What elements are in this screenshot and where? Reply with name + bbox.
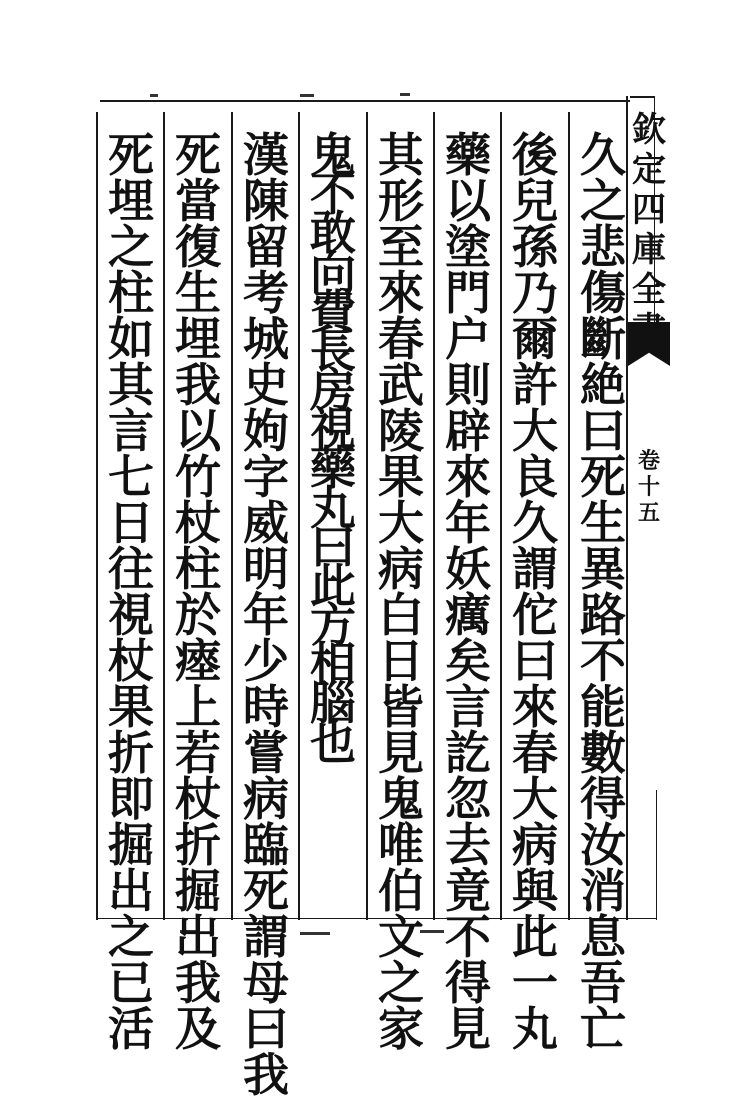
margin-right-border-lower [656, 790, 657, 920]
text-character: 折 [175, 818, 221, 872]
text-character: 鬼 [310, 128, 356, 182]
margin-juan-character: 十 [637, 474, 660, 500]
text-column-3 [437, 128, 499, 1056]
text-character: 不 [580, 634, 626, 688]
text-character: 死 [108, 128, 154, 182]
text-character: 陵 [378, 404, 424, 458]
text-character: 乃 [512, 266, 558, 320]
text-character: 佗 [512, 588, 558, 642]
text-character: 唯 [378, 818, 424, 872]
text-character: 辟 [445, 404, 491, 458]
text-character: 許 [512, 358, 558, 412]
text-character: 數 [580, 726, 626, 780]
text-character: 死 [175, 128, 221, 182]
text-character: 陳 [243, 174, 289, 228]
text-character: 見 [445, 1002, 491, 1056]
text-character: 塗 [445, 220, 491, 274]
text-character: 來 [445, 450, 491, 504]
text-character: 母 [243, 956, 289, 1010]
text-column-7 [167, 128, 229, 1056]
text-character: 息 [580, 910, 626, 964]
text-character: 生 [175, 266, 221, 320]
text-character: 謂 [512, 542, 558, 596]
margin-title-character: 全 [632, 270, 666, 310]
print-mark [300, 932, 330, 935]
text-character: 史 [243, 358, 289, 412]
text-character: 與 [512, 864, 558, 918]
text-character: 方 [310, 598, 356, 653]
column-divider-6 [500, 112, 502, 920]
text-character: 文 [378, 910, 424, 964]
text-character: 七 [108, 450, 154, 504]
text-character: 果 [378, 450, 424, 504]
text-character: 也 [310, 715, 356, 770]
margin-juan-number [634, 448, 664, 526]
text-character: 復 [175, 220, 221, 274]
text-character: 瘞 [175, 634, 221, 688]
text-character: 如 [108, 312, 154, 366]
text-character: 少 [243, 634, 289, 688]
text-character: 年 [243, 588, 289, 642]
text-character: 漢 [243, 128, 289, 182]
text-character: 掘 [175, 864, 221, 918]
text-character: 一 [512, 956, 558, 1010]
text-character: 我 [243, 1048, 289, 1102]
text-character: 威 [243, 496, 289, 550]
text-character: 向 [310, 245, 356, 300]
text-character: 柱 [175, 542, 221, 596]
text-character: 字 [243, 450, 289, 504]
text-character: 竹 [175, 450, 221, 504]
text-character: 視 [310, 402, 356, 457]
text-character: 門 [445, 266, 491, 320]
text-character: 杖 [175, 772, 221, 826]
text-character: 出 [175, 910, 221, 964]
text-character: 謂 [243, 910, 289, 964]
text-character: 忽 [445, 772, 491, 826]
text-character: 其 [378, 128, 424, 182]
text-character: 曰 [243, 1002, 289, 1056]
top-border [100, 100, 630, 102]
print-mark [400, 93, 410, 96]
text-character: 明 [243, 542, 289, 596]
text-column-4 [370, 128, 432, 1056]
text-character: 後 [512, 128, 558, 182]
text-character: 藥 [445, 128, 491, 182]
margin-title-character: 四 [632, 190, 666, 230]
text-character: 丸 [512, 1002, 558, 1056]
text-character: 來 [512, 680, 558, 734]
text-character: 户 [445, 312, 491, 366]
text-character: 大 [512, 772, 558, 826]
text-character: 大 [512, 404, 558, 458]
text-character: 曰 [580, 404, 626, 458]
text-character: 活 [108, 1002, 154, 1056]
text-character: 果 [108, 680, 154, 734]
text-character: 得 [445, 956, 491, 1010]
fish-tail-mark [628, 322, 670, 366]
print-mark [300, 94, 314, 97]
text-character: 及 [175, 1002, 221, 1056]
text-character: 形 [378, 174, 424, 228]
text-character: 病 [243, 772, 289, 826]
text-character: 春 [512, 726, 558, 780]
text-character: 兒 [512, 174, 558, 228]
text-character: 來 [378, 266, 424, 320]
text-character: 孫 [512, 220, 558, 274]
text-character: 死 [243, 864, 289, 918]
text-character: 時 [243, 680, 289, 734]
text-character: 折 [108, 726, 154, 780]
text-character: 我 [175, 956, 221, 1010]
text-character: 斷 [580, 312, 626, 366]
text-character: 生 [580, 496, 626, 550]
margin-title-character: 欽 [632, 110, 666, 150]
text-character: 此 [512, 910, 558, 964]
text-character: 消 [580, 864, 626, 918]
text-character: 皆 [378, 680, 424, 734]
text-character: 埋 [175, 312, 221, 366]
text-character: 杖 [175, 496, 221, 550]
text-character: 嘗 [243, 726, 289, 780]
text-character: 傷 [580, 266, 626, 320]
text-character: 絶 [580, 358, 626, 412]
text-character: 日 [108, 496, 154, 550]
text-character: 死 [580, 450, 626, 504]
text-character: 曰 [512, 634, 558, 688]
column-divider-3 [298, 112, 300, 920]
column-divider-2 [231, 112, 233, 920]
text-character: 白 [378, 588, 424, 642]
text-character: 得 [580, 772, 626, 826]
text-character: 臨 [243, 818, 289, 872]
text-character: 鬼 [378, 772, 424, 826]
text-character: 久 [512, 496, 558, 550]
text-character: 之 [378, 956, 424, 1010]
text-character: 病 [512, 818, 558, 872]
text-character: 春 [378, 312, 424, 366]
text-character: 年 [445, 496, 491, 550]
text-character: 久 [580, 128, 626, 182]
text-character: 吾 [580, 956, 626, 1010]
text-character: 良 [512, 450, 558, 504]
text-character: 汝 [580, 818, 626, 872]
text-character: 其 [108, 358, 154, 412]
text-character: 以 [445, 174, 491, 228]
text-character: 能 [580, 680, 626, 734]
text-character: 癘 [445, 588, 491, 642]
text-character: 伯 [378, 864, 424, 918]
text-character: 言 [108, 404, 154, 458]
text-character: 柱 [108, 266, 154, 320]
outer-left-border [96, 112, 98, 920]
text-character: 長 [310, 323, 356, 378]
text-character: 於 [175, 588, 221, 642]
column-divider-7 [568, 112, 570, 920]
text-character: 不 [310, 167, 356, 222]
text-character: 武 [378, 358, 424, 412]
text-character: 我 [175, 358, 221, 412]
text-character: 當 [175, 174, 221, 228]
margin-juan-character: 五 [637, 500, 660, 526]
text-character: 異 [580, 542, 626, 596]
text-character: 大 [378, 496, 424, 550]
text-column-2 [504, 128, 566, 1056]
text-character: 以 [175, 404, 221, 458]
margin-title-character: 庫 [632, 230, 666, 270]
text-character: 言 [445, 680, 491, 734]
text-character: 費 [310, 284, 356, 339]
text-character: 見 [378, 726, 424, 780]
text-character: 妖 [445, 542, 491, 596]
text-character: 之 [108, 220, 154, 274]
text-character: 相 [310, 637, 356, 692]
text-character: 已 [108, 956, 154, 1010]
text-character: 往 [108, 542, 154, 596]
print-mark [150, 94, 158, 97]
text-character: 訖 [445, 726, 491, 780]
text-column-8 [100, 128, 162, 1056]
text-column-6 [235, 128, 297, 1102]
text-character: 病 [378, 542, 424, 596]
top-border-right [630, 96, 654, 98]
text-character: 埋 [108, 174, 154, 228]
column-divider-1 [163, 112, 165, 920]
text-character: 之 [108, 910, 154, 964]
text-character: 腦 [310, 676, 356, 731]
text-character: 考 [243, 266, 289, 320]
text-character: 日 [378, 634, 424, 688]
column-divider-5 [433, 112, 435, 920]
text-character: 路 [580, 588, 626, 642]
text-character: 城 [243, 312, 289, 366]
text-character: 姁 [243, 404, 289, 458]
text-character: 則 [445, 358, 491, 412]
text-character: 此 [310, 558, 356, 613]
text-character: 丸 [310, 480, 356, 535]
text-column-1 [572, 128, 634, 1056]
text-character: 悲 [580, 220, 626, 274]
text-character: 竟 [445, 864, 491, 918]
text-character: 房 [310, 363, 356, 418]
margin-juan-character: 卷 [637, 448, 660, 474]
text-character: 家 [378, 1002, 424, 1056]
text-character: 亡 [580, 1002, 626, 1056]
text-character: 敢 [310, 206, 356, 261]
text-character: 至 [378, 220, 424, 274]
text-character: 藥 [310, 441, 356, 496]
text-character: 上 [175, 680, 221, 734]
text-character: 即 [108, 772, 154, 826]
text-character: 若 [175, 726, 221, 780]
text-character: 矣 [445, 634, 491, 688]
text-column-5 [302, 128, 364, 922]
text-character: 不 [445, 910, 491, 964]
column-divider-4 [366, 112, 368, 920]
text-character: 出 [108, 864, 154, 918]
text-character: 留 [243, 220, 289, 274]
text-character: 杖 [108, 634, 154, 688]
text-character: 之 [580, 174, 626, 228]
text-character: 曰 [310, 519, 356, 574]
margin-title-character: 定 [632, 150, 666, 190]
text-character: 視 [108, 588, 154, 642]
text-character: 爾 [512, 312, 558, 366]
text-character: 去 [445, 818, 491, 872]
text-character: 掘 [108, 818, 154, 872]
